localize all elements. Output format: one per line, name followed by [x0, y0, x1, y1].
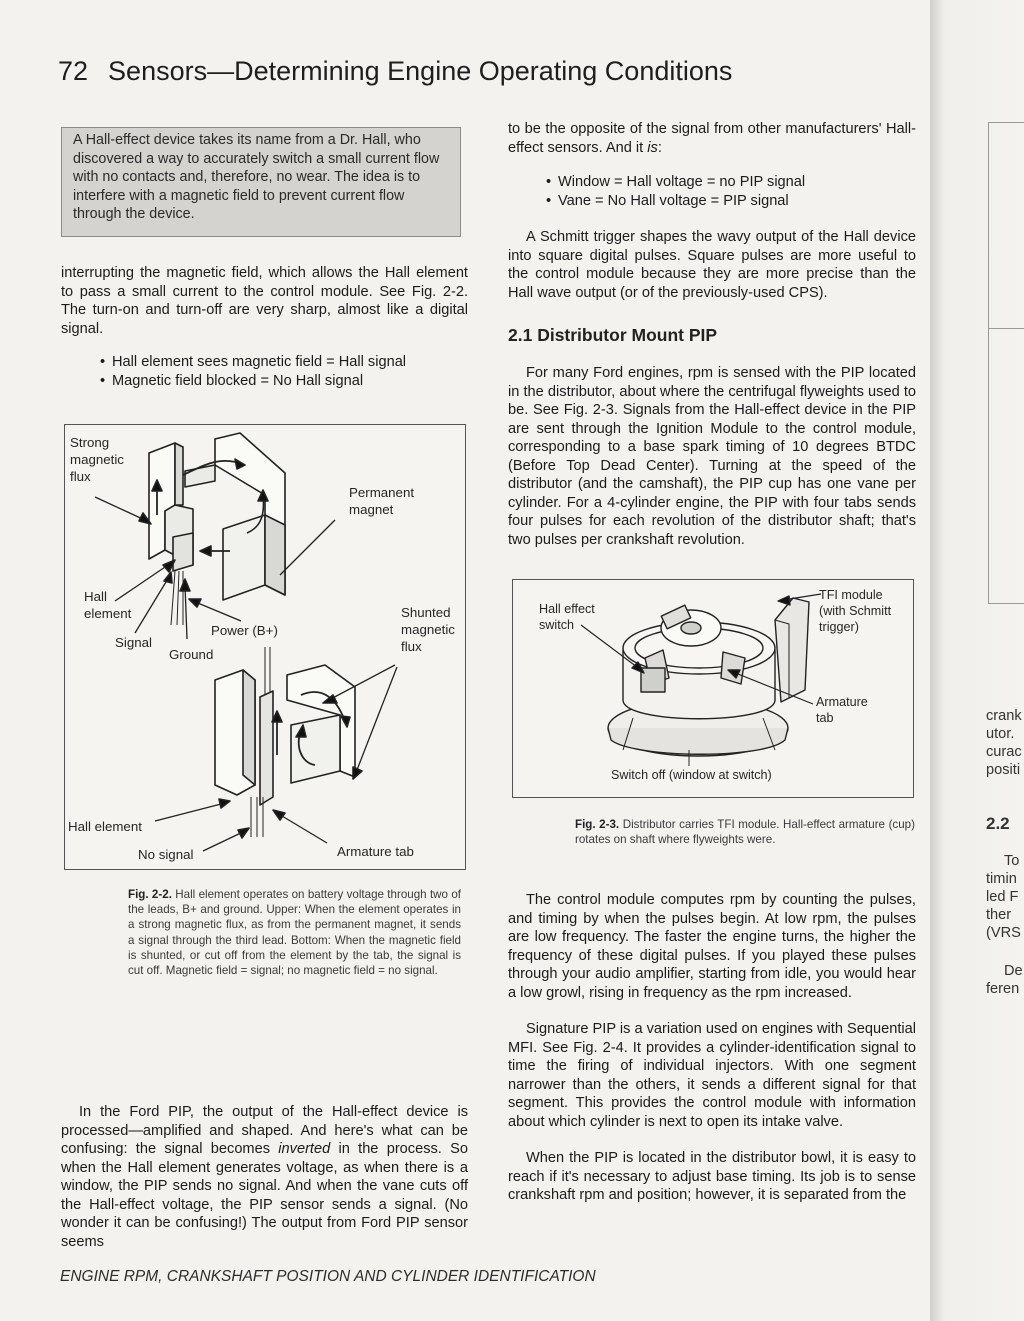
label-switch-off: Switch off (window at switch) [611, 768, 772, 782]
label-tfi-module: TFI module (with Schmitt trigger) [819, 588, 892, 634]
section-heading-2-1: 2.1 Distributor Mount PIP [508, 325, 718, 345]
label-hall-element: Hall element [84, 589, 132, 621]
figure-2-3-caption [575, 817, 915, 847]
left-paragraph-2-b: in the process. So when the Hall element generates voltage, as when there is a window, the PIP sends no signal. And when the vane cuts off the Hall-effect voltage, the PIP sensor sends a signal. (No wonder it can be confusing!) The output from Ford PIP sensor seems [61, 1141, 468, 1250]
left-bullet-2: • Magnetic field blocked = No Hall signal [100, 372, 468, 391]
next-page-figure-divider [988, 328, 1024, 329]
label-armature-tab: Armature tab [337, 844, 414, 859]
label-strong-flux: Strong magnetic flux [70, 435, 124, 484]
label-power: Power (B+) [211, 623, 278, 638]
next-page-figure-frame [988, 122, 1024, 604]
right-bullet-1: • Window = Hall voltage = no PIP signal [546, 173, 916, 192]
left-bullet-1: • Hall element sees magnetic field = Hall signal [100, 353, 468, 372]
figure-2-3 [512, 579, 914, 798]
next-page-line-5: To [1004, 853, 1020, 869]
right-bullet-2: • Vane = No Hall voltage = PIP signal [546, 192, 916, 211]
left-bullets [100, 353, 468, 391]
label-signal: Signal [115, 635, 152, 650]
next-page-line-4: positi [986, 762, 1021, 778]
right-paragraph-1-em: is [647, 139, 658, 156]
right-paragraph-6: When the PIP is located in the distributor bowl, it is easy to reach if it's necessary to adjust base timing. Its job is to sense crankshaft rpm and position; however, it is separated from the [508, 1150, 916, 1203]
left-paragraph-1: interrupting the magnetic field, which allows the Hall element to pass a small current to the control module. See Fig. 2-2. The turn-on and turn-off are very sharp, almost like a digital signal. [61, 265, 468, 337]
next-page-line-3: curac [986, 744, 1022, 760]
next-page-line-8: ther [986, 907, 1012, 923]
label-no-signal: No signal [138, 847, 194, 862]
page-title: Sensors—Determining Engine Operating Conditions [108, 56, 733, 86]
next-page-line-6: timin [986, 871, 1017, 887]
page-header [58, 56, 732, 87]
right-paragraph-5: Signature PIP is a variation used on engines with Sequential MFI. See Fig. 2-4. It provides a cylinder-identification signal to time the firing of individual injectors. With one segment narrower than the others, it sends a different signal for that segment. This provides the control module with information about which cylinder is next to open its intake valve. [508, 1021, 916, 1130]
next-page-line-9: (VRS [986, 925, 1021, 941]
label-hall-effect-switch: Hall effect switch [539, 602, 595, 632]
right-column-top [508, 120, 916, 302]
right-paragraph-1 [508, 120, 916, 157]
label-hall-element-lower: Hall element [68, 819, 142, 834]
right-column-middle [508, 364, 916, 549]
page-footer: ENGINE RPM, CRANKSHAFT POSITION AND CYLINDER IDENTIFICATION [60, 1268, 596, 1285]
next-page-line-2: utor. [986, 726, 1015, 742]
next-page-heading: 2.2 [986, 815, 1010, 833]
right-paragraph-1-b: : [657, 139, 662, 156]
label-shunted-flux: Shunted magnetic flux [401, 605, 455, 654]
callout-box: A Hall-effect device takes its name from a Dr. Hall, who discovered a way to accurately switch a small current flow with no contacts and, therefore, no wear. The idea is to interfere with a magnetic field to prevent current flow through the device. [61, 127, 461, 237]
figure-2-2-text: Hall element operates on battery voltage through two of the leads, B+ and ground. Upper: When the element operates in a strong magnetic flux, as from the permanent magnet, it sends a signal through the third lead. Bottom: When the magnetic field is shunted, or cut off from the element by the tab, the signal is cut off. Magnetic field = signal; no magnetic field = no signal. [128, 888, 461, 978]
left-column-top [61, 264, 468, 391]
next-page-line-10: De [1004, 963, 1023, 979]
figure-2-2-number: Fig. 2-2. [128, 888, 172, 901]
left-paragraph-2-a: In the Ford PIP, the output of the Hall-effect device is processed—amplified and shaped. And here's what can be confusing: the signal becomes [61, 1104, 468, 1157]
figure-2-2 [64, 424, 466, 870]
next-page-line-1: crank [986, 708, 1022, 724]
page-number: 72 [58, 56, 89, 86]
left-paragraph-2 [61, 1103, 468, 1251]
label-permanent-magnet: Permanent magnet [349, 485, 415, 517]
left-column-bottom [61, 1103, 468, 1251]
left-paragraph-2-em: inverted [278, 1141, 331, 1157]
right-paragraph-2: A Schmitt trigger shapes the wavy output of the Hall device into square digital pulses. Square pulses are more useful to the control module because they are more precise than the Hall wave output (or of the previously-used CPS). [508, 229, 916, 301]
label-armature-tab-2: Armature tab [816, 695, 868, 725]
right-column-bottom [508, 891, 916, 1205]
next-page-edge [930, 0, 1024, 1321]
figure-2-2-caption [128, 887, 461, 978]
figure-2-3-text: Distributor carries TFI module. Hall-effect armature (cup) rotates on shaft where flyweights were. [575, 818, 915, 847]
right-bullets [546, 173, 916, 211]
right-paragraph-4: The control module computes rpm by counting the pulses, and timing by when the pulses begin. At low rpm, the pulses are low frequency. The faster the engine turns, the higher the frequency of these digital pulses. If you played these pulses through your audio amplifier, starting from idle, you would hear a low growl, rising in frequency as the rpm increased. [508, 892, 916, 1001]
right-paragraph-3: For many Ford engines, rpm is sensed with the PIP located in the distributor, about where the centrifugal flyweights used to be. See Fig. 2-3. Signals from the Hall-effect device in the PIP are sent through the Ignition Module to the control module, corresponding to a base spark timing of 10 degrees BTDC (Before Top Dead Center). Turning at the speed of the distributor (and the camshaft), the PIP cup has one vane per cylinder. For a 4-cylinder engine, the PIP with four tabs sends four pulses for each revolution of the distributor shaft; that's two pulses per crankshaft revolution. [508, 365, 916, 548]
figure-2-3-number: Fig. 2-3. [575, 818, 620, 831]
next-page-line-7: led F [986, 889, 1019, 905]
right-paragraph-1-a: to be the opposite of the signal from other manufacturers' Hall-effect sensors. And it [508, 121, 916, 156]
next-page-line-11: feren [986, 981, 1020, 997]
label-ground: Ground [169, 647, 214, 662]
